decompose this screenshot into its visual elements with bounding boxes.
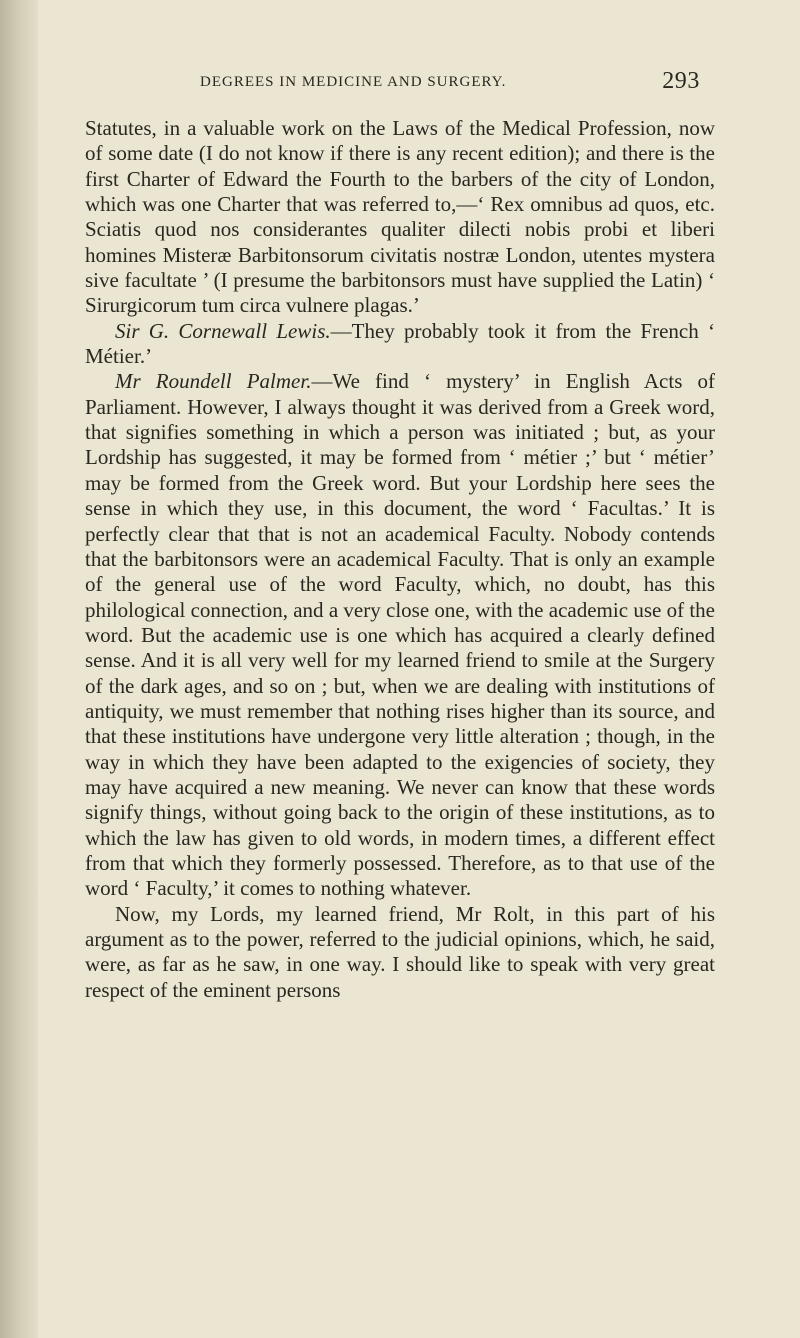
running-head: [200, 68, 700, 98]
paragraph-1: [85, 116, 715, 319]
paragraph-text: —They probably took it from the French ‘ Métier.’: [85, 318, 715, 369]
paragraph-3: [85, 369, 715, 901]
paragraph-2: [85, 319, 715, 370]
speaker-name: Sir G. Cornewall Lewis.: [115, 318, 331, 343]
paragraph-text: Now, my Lords, my learned friend, Mr Rolt, in this part of his argument as to the power, referred to the judicial opinions, which, he said, were, as far as he saw, in one way. I should like to speak with very great respect of the eminent persons: [85, 901, 715, 1002]
speaker-name: Mr Roundell Palmer.: [115, 369, 312, 394]
paragraph-4: [85, 902, 715, 1003]
paragraph-text: —We find ‘ mystery’ in English Acts of Parliament. However, I always thought it was derived from a Greek word, that signifies something in which a person was initiated ; but, as your Lordship has suggested, it may be formed from ‘ métier ;’ but ‘ métier’ may be formed from the Greek word. But your Lordship here sees the sense in which they use, in this document, the word ‘ Facultas.’ It is perfectly clear that that is not an academical Faculty. Nobody contends that the barbitonsors were an academical Faculty. That is only an example of the general use of the word Faculty, which, no doubt, has this philological connection, and a very close one, with the academic use of the word. But the academic use is one which has acquired a clearly defined sense. And it is all very well for my learned friend to smile at the Surgery of the dark ages, and so on ; but, when we are dealing with institutions of antiquity, we must remember that nothing rises higher than its source, and that these institutions have undergone very little alteration ; though, in the way in which they have been adapted to the exigencies of society, they may have acquired a new meaning. We never can know that these words signify things, without going back to the origin of these institutions, as to which the law has given to old words, in modern times, a different effect from that which they formerly possessed. Therefore, as to that use of the word ‘ Faculty,’ it comes to nothing whatever.: [85, 369, 715, 901]
body-text: [85, 116, 715, 1003]
running-title: DEGREES IN MEDICINE AND SURGERY.: [200, 74, 507, 90]
paragraph-text: Statutes, in a valuable work on the Laws of the Medical Profession, now of some date (I do not know if there is any recent edition); and there is the first Charter of Edward the Fourth to the barbers of the city of London, which was one Charter that was referred to,—‘ Rex omnibus ad quos, etc. Sciatis quod nos considerantes qualiter dilecti nobis probi et liberi homines Misteræ Barbitonsorum civitatis nostræ London, utentes mystera sive facultate ’ (I presume the barbitonsors must have supplied the Latin) ‘ Sirurgicorum tum circa vulnere plagas.’: [85, 116, 715, 318]
page-number: 293: [662, 68, 700, 94]
